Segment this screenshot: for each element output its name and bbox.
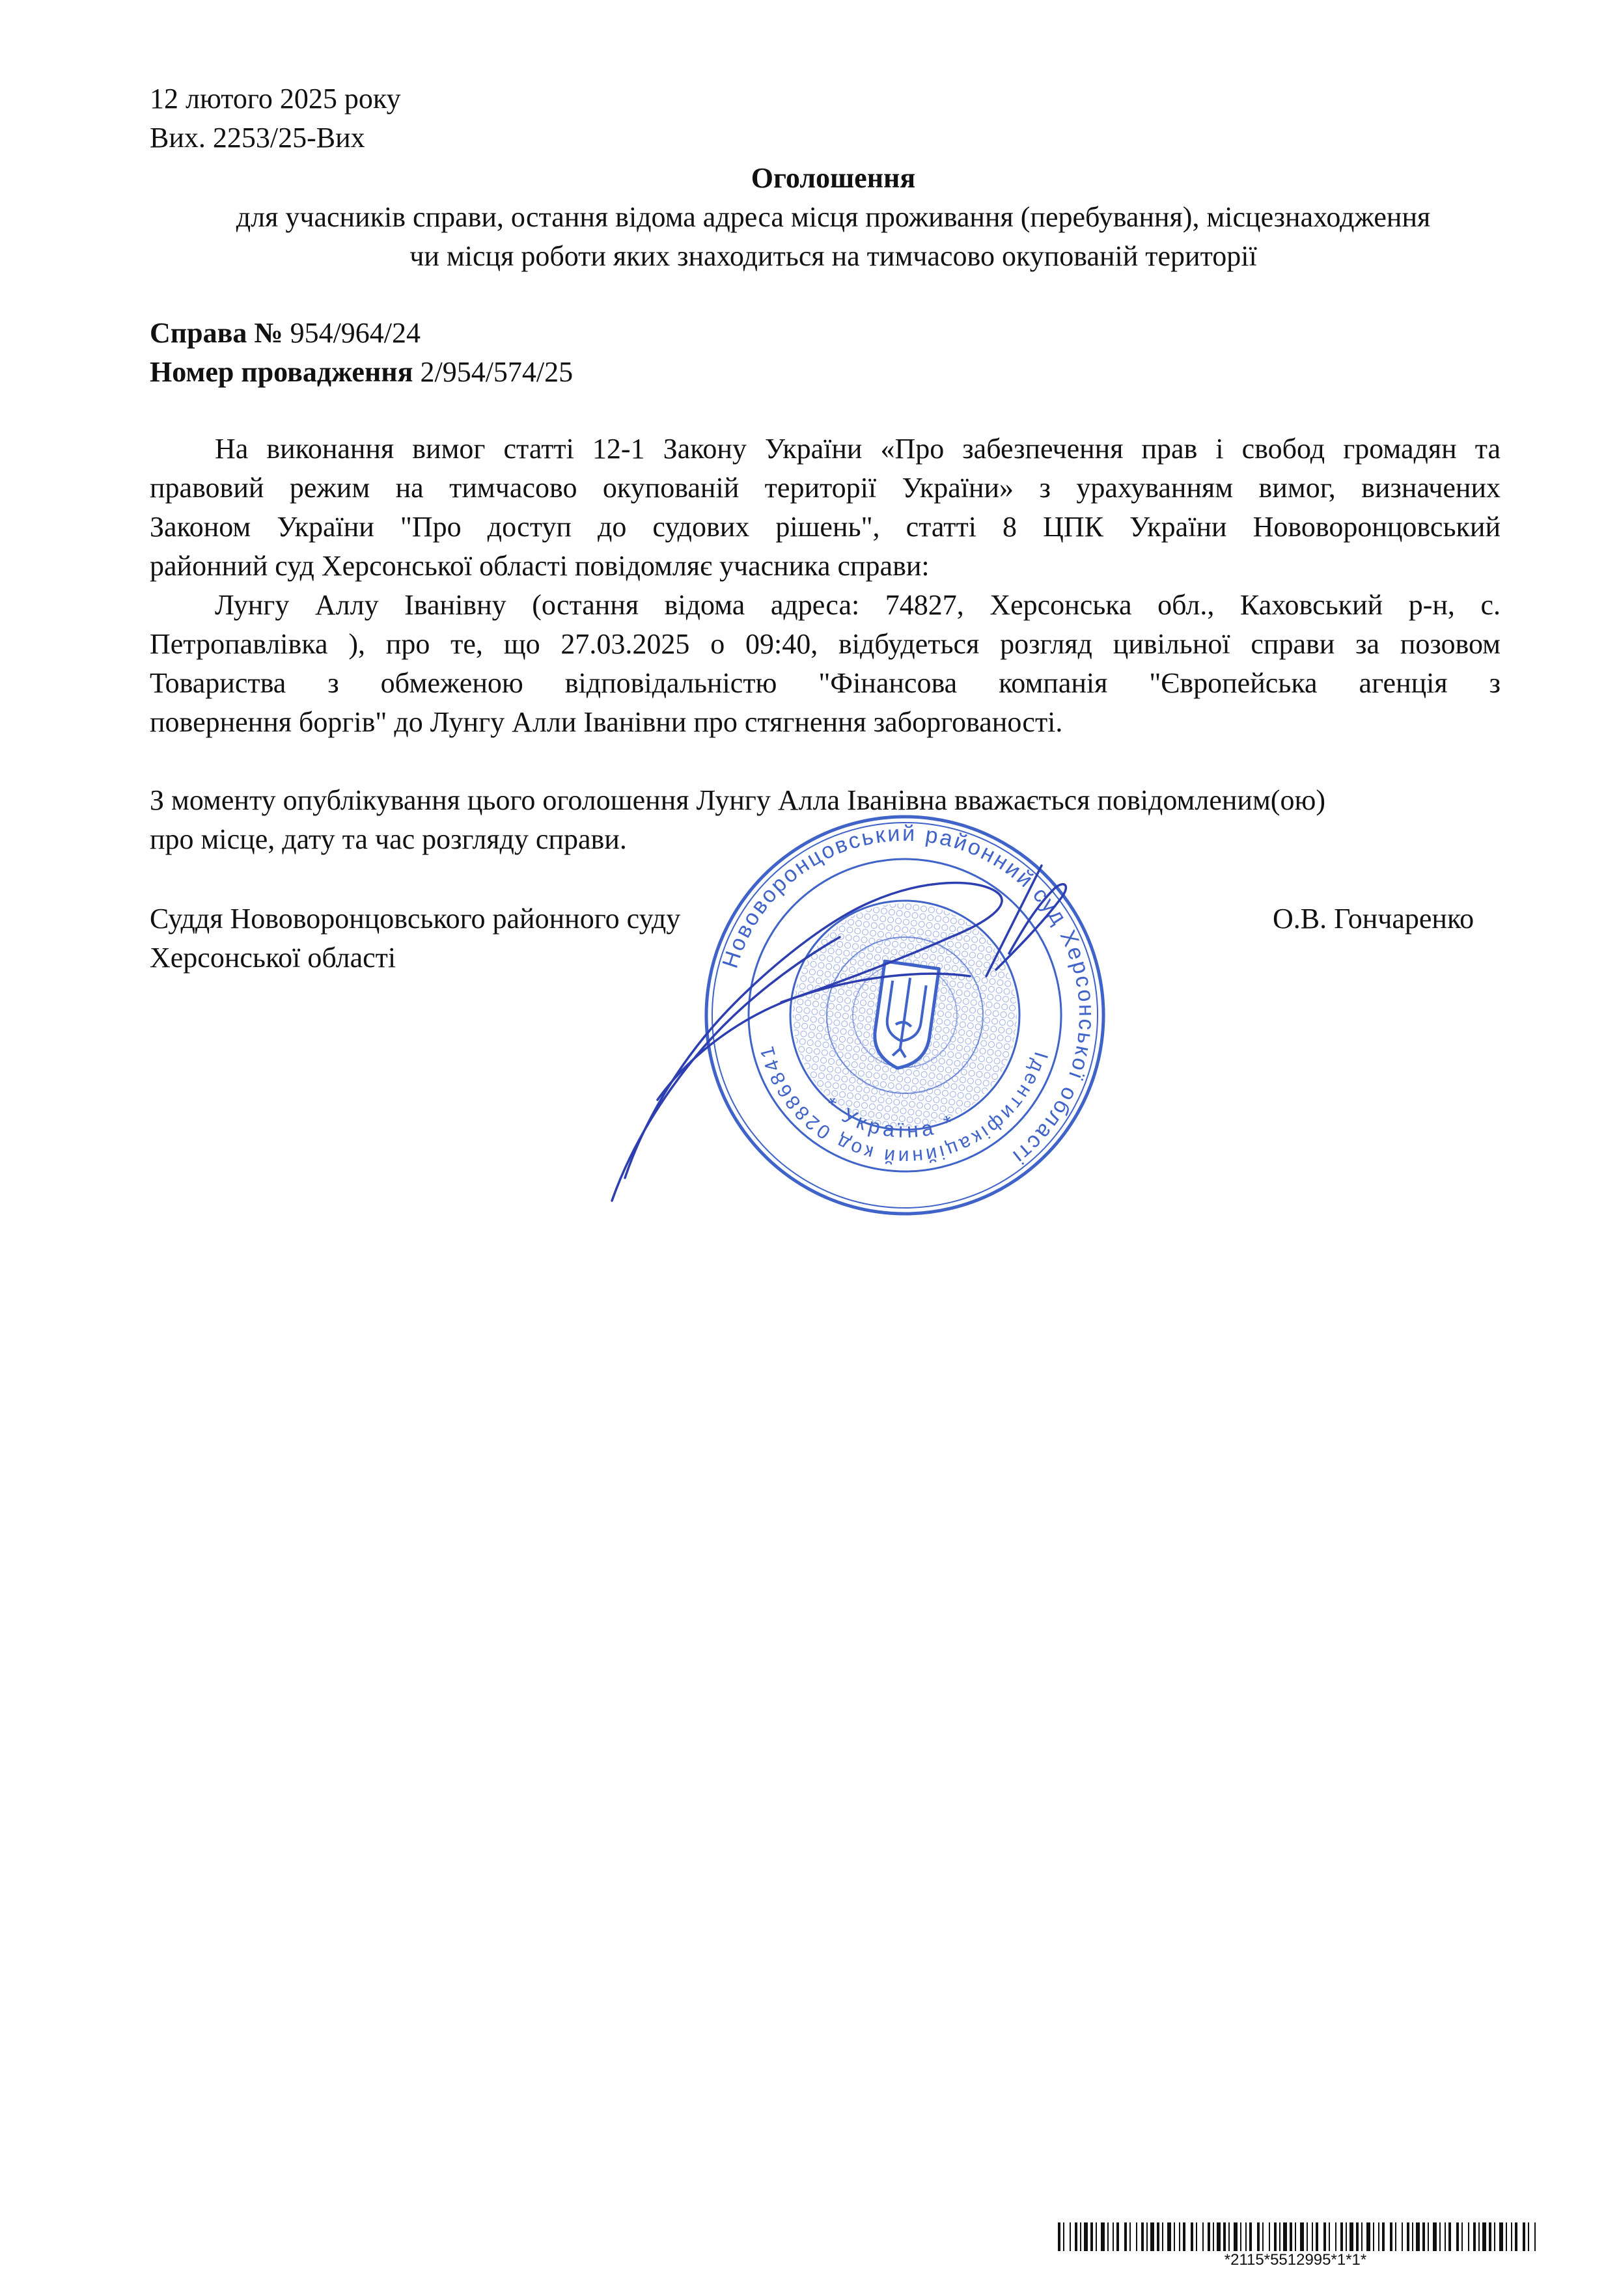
barcode-bar: [1279, 2222, 1280, 2251]
seal-bottom-text: * Україна *: [820, 1092, 960, 1142]
barcode-bar: [1240, 2222, 1241, 2251]
paragraph1-line3: Законом України "Про доступ до судових рішень", статті 8 ЦПК України Нововоронцовський: [150, 511, 1501, 543]
barcode-bar: [1448, 2222, 1451, 2251]
judge-name: О.В. Гончаренко: [1273, 903, 1474, 935]
document-subtitle-line2: чи місця роботи яких знаходиться на тимчасово окупованій території: [409, 240, 1257, 272]
barcode-bar: [1478, 2222, 1480, 2251]
barcode-bar: [1213, 2222, 1214, 2251]
outgoing-number: Вих. 2253/25-Вих: [150, 122, 365, 154]
barcode-bar: [1058, 2222, 1060, 2251]
barcode-bar: [1217, 2222, 1221, 2251]
barcode-bar: [1528, 2222, 1529, 2251]
barcode-bar: [1366, 2222, 1370, 2251]
paragraph2-line3: Товариства з обмеженою відповідальністю "Фінансова компанія "Європейська агенція з: [150, 667, 1501, 699]
barcode-bar: [1316, 2222, 1318, 2251]
barcode-bar: [1245, 2222, 1247, 2251]
barcode-bar: [1312, 2222, 1313, 2251]
paragraph1-line4: районний суд Херсонської області повідомляє учасника справи:: [150, 550, 930, 582]
barcode-bar: [1101, 2222, 1105, 2251]
paragraph2-line2: Петропавлівка ), про те, що 27.03.2025 о 09:40, відбудеться розгляд цивільної справи за позовом: [150, 628, 1501, 660]
paragraph2-line1: Лунгу Аллу Іванівну (остання відома адреса: 74827, Херсонська обл., Каховський р-н, с.: [215, 589, 1501, 621]
barcode-bar: [1129, 2222, 1131, 2251]
barcode-bar: [1096, 2222, 1097, 2251]
barcode-bar: [1428, 2222, 1429, 2251]
paragraph3-line1: З моменту опублікування цього оголошення Лунгу Алла Іванівна вважається повідомленим(ою): [150, 784, 1325, 816]
barcode-bar: [1249, 2222, 1252, 2251]
barcode-bar: [1124, 2222, 1127, 2251]
barcode-caption: *2115*5512995*1*1*: [1224, 2251, 1367, 2269]
barcode-bar: [1506, 2222, 1507, 2251]
barcode-bar: [1402, 2222, 1403, 2251]
barcode-bar: [1262, 2222, 1264, 2251]
barcode-bar: [1468, 2222, 1469, 2251]
barcode-bar: [1063, 2222, 1064, 2251]
barcode-bar: [1390, 2222, 1392, 2251]
barcode-bar: [1349, 2222, 1353, 2251]
barcode-bar: [1113, 2222, 1114, 2251]
barcode-bar: [1202, 2222, 1204, 2251]
barcode-bar: [1191, 2222, 1193, 2251]
barcode-bar: [1116, 2222, 1119, 2251]
barcode-bar: [1234, 2222, 1238, 2251]
barcode-bar: [1167, 2222, 1171, 2251]
barcode-bar: [1395, 2222, 1396, 2251]
barcode-bar: [1084, 2222, 1088, 2251]
barcode-bar: [1290, 2222, 1292, 2251]
barcode-bar: [1307, 2222, 1308, 2251]
document-barcode: [1058, 2222, 1536, 2251]
proceeding-number-label: Номер провадження: [150, 356, 413, 388]
case-number-line: [150, 314, 421, 353]
document-date: 12 лютого 2025 року: [150, 83, 401, 115]
barcode-bar: [1456, 2222, 1459, 2251]
barcode-bar: [1223, 2222, 1226, 2251]
paragraph2-line4: повернення боргів" до Лунгу Алли Іванівни про стягнення заборгованості.: [150, 706, 1063, 738]
barcode-bar: [1373, 2222, 1374, 2251]
barcode-bar: [1422, 2222, 1425, 2251]
barcode-bar: [1523, 2222, 1525, 2251]
barcode-bar: [1136, 2222, 1137, 2251]
barcode-bar: [1445, 2222, 1446, 2251]
proceeding-number-value: 2/954/574/25: [413, 356, 574, 388]
barcode-bar: [1157, 2222, 1159, 2251]
barcode-bar: [1356, 2222, 1359, 2251]
barcode-bar: [1300, 2222, 1304, 2251]
barcode-bar: [1515, 2222, 1517, 2251]
barcode-bar: [1274, 2222, 1277, 2251]
case-number-value: 954/964/24: [283, 317, 421, 349]
document-title: Оголошення: [751, 162, 916, 194]
barcode-bar: [1162, 2222, 1163, 2251]
barcode-bar: [1407, 2222, 1409, 2251]
barcode-bar: [1378, 2222, 1379, 2251]
barcode-bar: [1150, 2222, 1154, 2251]
barcode-bar: [1174, 2222, 1175, 2251]
paragraph1-line2: правовий режим на тимчасово окупованій території України» з урахуванням вимог, визначених: [150, 472, 1501, 504]
barcode-bar: [1295, 2222, 1296, 2251]
barcode-bar: [1534, 2222, 1536, 2251]
barcode-bar: [1461, 2222, 1463, 2251]
barcode-bar: [1179, 2222, 1180, 2251]
barcode-bar: [1329, 2222, 1330, 2251]
barcode-bar: [1416, 2222, 1420, 2251]
barcode-bar: [1323, 2222, 1326, 2251]
barcode-bar: [1361, 2222, 1363, 2251]
barcode-bar: [1208, 2222, 1210, 2251]
barcode-bar: [1141, 2222, 1144, 2251]
proceeding-number-line: [150, 353, 573, 392]
barcode-bar: [1070, 2222, 1071, 2251]
barcode-bar: [1146, 2222, 1148, 2251]
judge-signature: [586, 840, 1081, 1204]
barcode-bar: [1346, 2222, 1347, 2251]
barcode-bar: [1075, 2222, 1077, 2251]
document-subtitle-line1: для учасників справи, остання відома адреса місця проживання (перебування), місцезнаходження: [236, 201, 1431, 233]
barcode-bar: [1382, 2222, 1385, 2251]
barcode-bar: [1511, 2222, 1512, 2251]
barcode-bar: [1080, 2222, 1081, 2251]
barcode-bar: [1489, 2222, 1491, 2251]
judge-position-line1: Суддя Нововоронцовського районного суду: [150, 903, 681, 935]
barcode-bar: [1340, 2222, 1343, 2251]
barcode-bar: [1482, 2222, 1486, 2251]
barcode-bar: [1269, 2222, 1270, 2251]
barcode-bar: [1283, 2222, 1287, 2251]
barcode-bar: [1183, 2222, 1185, 2251]
barcode-bar: [1228, 2222, 1230, 2251]
barcode-bar: [1439, 2222, 1441, 2251]
seal-inner-text: Ідентифікаційний код 02886841: [755, 1041, 1052, 1168]
paragraph1-line1: На виконання вимог статті 12-1 Закону України «Про забезпечення прав і свобод громадян та: [215, 433, 1501, 465]
barcode-bar: [1196, 2222, 1197, 2251]
case-number-label: Справа №: [150, 317, 283, 349]
paragraph3-line2: про місце, дату та час розгляду справи.: [150, 823, 627, 855]
barcode-bar: [1335, 2222, 1336, 2251]
barcode-bar: [1433, 2222, 1437, 2251]
barcode-bar: [1499, 2222, 1503, 2251]
barcode-bar: [1473, 2222, 1476, 2251]
barcode-bar: [1257, 2222, 1260, 2251]
barcode-bar: [1494, 2222, 1495, 2251]
barcode-bar: [1090, 2222, 1093, 2251]
barcode-bar: [1107, 2222, 1109, 2251]
barcode-bar: [1412, 2222, 1413, 2251]
judge-position-line2: Херсонської області: [150, 942, 396, 974]
seal-outer-text: Нововоронцовський районний суд Херсонської області: [717, 821, 1100, 1170]
